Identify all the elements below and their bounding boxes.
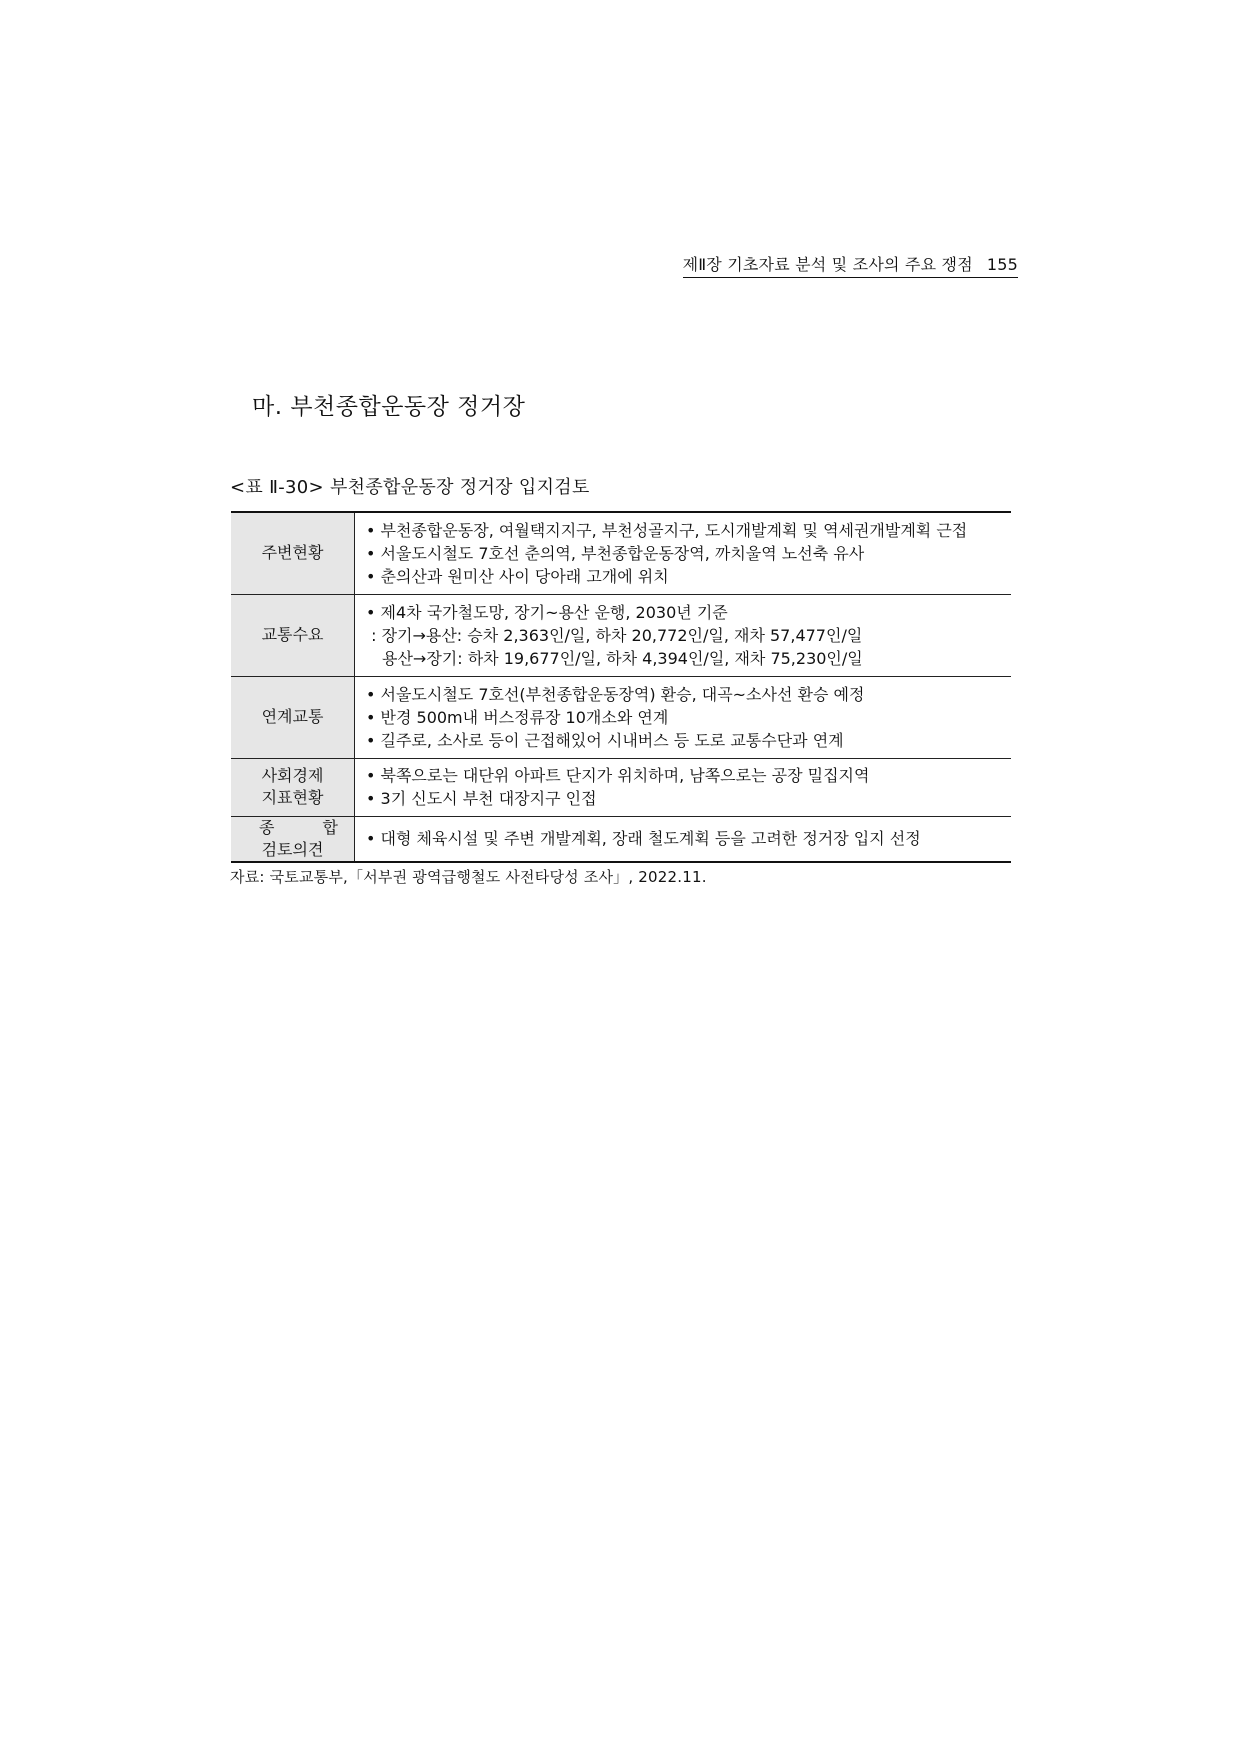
page-number: 155	[986, 255, 1018, 274]
content-line: • 제4차 국가철도망, 장기~용산 운행, 2030년 기준	[366, 602, 728, 622]
row-label	[231, 816, 355, 862]
site-review-table	[231, 511, 1011, 863]
row-label-line	[231, 817, 354, 839]
row-label: 교통수요	[231, 594, 355, 676]
content-line: • 대형 체육시설 및 주변 개발계획, 장래 철도계획 등을 고려한 정거장 입지 선정	[366, 829, 921, 849]
row-content	[355, 758, 1012, 816]
content-line: • 3기 신도시 부천 대장지구 인접	[366, 789, 597, 808]
table-row	[231, 758, 1011, 816]
row-content	[355, 594, 1012, 676]
content-line: : 장기→용산: 승차 2,363인/일, 하차 20,772인/일, 재차 57,477인/일	[366, 625, 863, 645]
row-label-line: 사회경제	[261, 766, 324, 785]
running-header-line	[683, 252, 1018, 278]
table-row	[231, 816, 1011, 862]
table-row	[231, 512, 1011, 594]
row-content	[355, 512, 1012, 594]
content-line: 용산→장기: 하차 19,677인/일, 하차 4,394인/일, 재차 75,230인/일	[382, 648, 863, 668]
table-caption: <표 Ⅱ-30> 부천종합운동장 정거장 입지검토	[230, 477, 590, 498]
row-label: 주변현황	[231, 512, 355, 594]
content-line: • 반경 500m내 버스정류장 10개소와 연계	[366, 707, 669, 727]
row-label	[231, 758, 355, 816]
row-content	[355, 816, 1012, 862]
running-header	[0, 252, 1018, 278]
row-label-char: 종	[259, 817, 275, 837]
source-note: 자료: 국토교통부,「서부권 광역급행철도 사전타당성 조사」, 2022.11.	[230, 868, 707, 886]
content-line: • 길주로, 소사로 등이 근접해있어 시내버스 등 도로 교통수단과 연계	[366, 730, 844, 750]
section-title: 마. 부천종합운동장 정거장	[252, 394, 526, 420]
table-row	[231, 676, 1011, 758]
content-line: • 서울도시철도 7호선(부천종합운동장역) 환승, 대곡~소사선 환승 예정	[366, 684, 865, 704]
table-row	[231, 594, 1011, 676]
row-content	[355, 676, 1012, 758]
row-label-line: 지표현황	[261, 788, 324, 807]
chapter-title: 제Ⅱ장 기초자료 분석 및 조사의 주요 쟁점	[682, 255, 973, 274]
content-line: • 북쪽으로는 대단위 아파트 단지가 위치하며, 남쪽으로는 공장 밀집지역	[366, 766, 870, 785]
row-label-line: 검토의견	[261, 839, 324, 859]
content-line: • 서울도시철도 7호선 춘의역, 부천종합운동장역, 까치울역 노선축 유사	[366, 543, 865, 563]
row-label: 연계교통	[231, 676, 355, 758]
content-line: • 춘의산과 원미산 사이 당아래 고개에 위치	[366, 566, 669, 586]
content-line: • 부천종합운동장, 여월택지지구, 부천성골지구, 도시개발계획 및 역세권개발계획 근접	[366, 520, 968, 540]
row-label-char: 합	[322, 817, 338, 837]
